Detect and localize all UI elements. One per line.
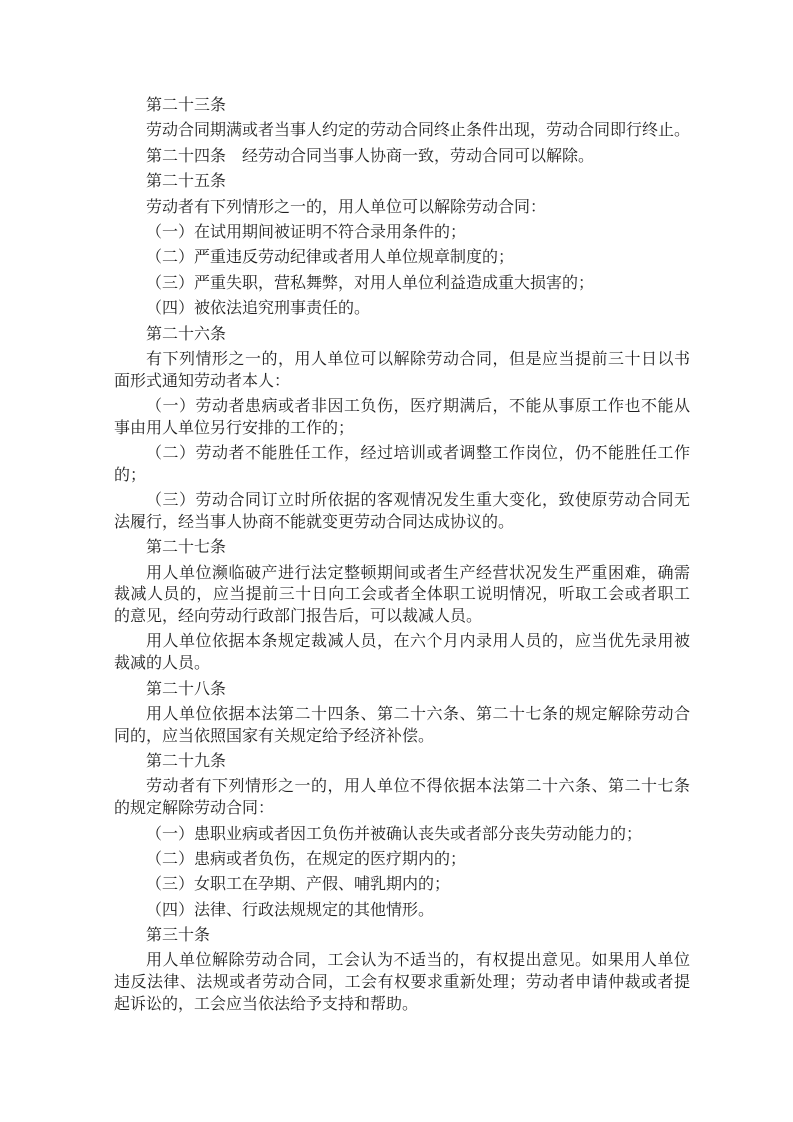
paragraph	[114, 396, 690, 439]
text-line: 第二十四条 经劳动合同当事人协商一致，劳动合同可以解除。	[146, 147, 595, 165]
paragraph	[114, 95, 690, 117]
text-line: 第二十七条	[146, 539, 227, 557]
paragraph	[114, 925, 690, 947]
paragraph	[114, 324, 690, 346]
text-line: （一）在试用期间被证明不符合录用条件的；	[146, 223, 467, 241]
paragraph	[114, 704, 690, 747]
paragraph	[114, 776, 690, 819]
paragraph	[114, 146, 690, 168]
text-line: 劳动者有下列情形之一的，用人单位不得依据本法第二十六条、第二十七条	[146, 778, 690, 796]
paragraph	[114, 874, 690, 896]
paragraph	[114, 563, 690, 628]
text-line: 用人单位濒临破产进行法定整顿期间或者生产经营状况发生严重困难，确需	[146, 564, 690, 582]
text-line: （二）患病或者负伤，在规定的医疗期内的；	[146, 850, 467, 868]
text-line: 裁减的人员。	[114, 655, 211, 673]
text-line: 的；	[114, 466, 147, 484]
text-line: 有下列情形之一的，用人单位可以解除劳动合同，但是应当提前三十日以书	[146, 350, 690, 368]
paragraph	[114, 751, 690, 773]
text-line: 第二十六条	[146, 325, 227, 343]
text-line: 劳动合同期满或者当事人约定的劳动合同终止条件出现，劳动合同即行终止。	[146, 122, 691, 140]
text-line: （二）劳动者不能胜任工作，经过培训或者调整工作岗位，仍不能胜任工作	[146, 445, 690, 463]
text-line: 劳动者有下列情形之一的，用人单位可以解除劳动合同：	[146, 198, 547, 216]
paragraph	[114, 197, 690, 219]
text-line: （三）严重失职，营私舞弊，对用人单位利益造成重大损害的；	[146, 274, 595, 292]
text-line: 第二十五条	[146, 173, 227, 191]
text-line: （四）被依法追究刑事责任的。	[146, 300, 371, 318]
paragraph	[114, 537, 690, 559]
text-line: 起诉讼的，工会应当依法给予支持和帮助。	[114, 995, 419, 1013]
text-line: 的意见，经向劳动行政部门报告后，可以裁减人员。	[114, 608, 483, 626]
paragraph	[114, 679, 690, 701]
paragraph	[114, 222, 690, 244]
paragraph	[114, 824, 690, 846]
text-line: 第二十八条	[146, 680, 227, 698]
text-line: 第三十条	[146, 927, 211, 945]
paragraph	[114, 631, 690, 674]
text-line: 同的，应当依照国家有关规定给予经济补偿。	[114, 727, 435, 745]
text-line: （三）女职工在孕期、产假、哺乳期内的；	[146, 876, 451, 894]
text-line: 第二十三条	[146, 97, 227, 114]
text-line: 裁减人员的，应当提前三十日向工会或者全体职工说明情况，听取工会或者职工	[114, 586, 690, 604]
text-line: 法履行，经当事人协商不能就变更劳动合同达成协议的。	[114, 513, 515, 531]
text-line: 的规定解除劳动合同：	[114, 800, 275, 818]
paragraph	[114, 273, 690, 295]
text-line: 用人单位依据本法第二十四条、第二十六条、第二十七条的规定解除劳动合	[146, 705, 690, 723]
paragraph	[114, 900, 690, 922]
text-line: （一）患职业病或者因工负伤并被确认丧失或者部分丧失劳动能力的；	[146, 825, 643, 843]
text-line: （一）劳动者患病或者非因工负伤，医疗期满后，不能从事原工作也不能从	[146, 398, 690, 415]
text-line: （四）法律、行政法规规定的其他情形。	[146, 901, 435, 919]
document-body	[114, 95, 690, 1016]
text-line: 用人单位解除劳动合同，工会认为不适当的，有权提出意见。如果用人单位	[146, 952, 690, 970]
text-line: 面形式通知劳动者本人：	[114, 372, 291, 390]
text-line: （三）劳动合同订立时所依据的客观情况发生重大变化，致使原劳动合同无	[146, 492, 690, 510]
text-line: （二）严重违反劳动纪律或者用人单位规章制度的；	[146, 249, 515, 267]
text-line: 用人单位依据本条规定裁减人员，在六个月内录用人员的，应当优先录用被	[146, 633, 690, 651]
text-line: 违反法律、法规或者劳动合同，工会有权要求重新处理；劳动者申请仲裁或者提	[114, 974, 690, 992]
paragraph	[114, 950, 690, 1015]
paragraph	[114, 443, 690, 486]
text-line: 第二十九条	[146, 753, 227, 771]
paragraph	[114, 349, 690, 392]
paragraph	[114, 849, 690, 871]
paragraph	[114, 298, 690, 320]
paragraph	[114, 490, 690, 533]
text-line: 事由用人单位另行安排的工作的；	[114, 419, 355, 437]
paragraph	[114, 247, 690, 269]
paragraph	[114, 120, 690, 142]
paragraph	[114, 171, 690, 193]
